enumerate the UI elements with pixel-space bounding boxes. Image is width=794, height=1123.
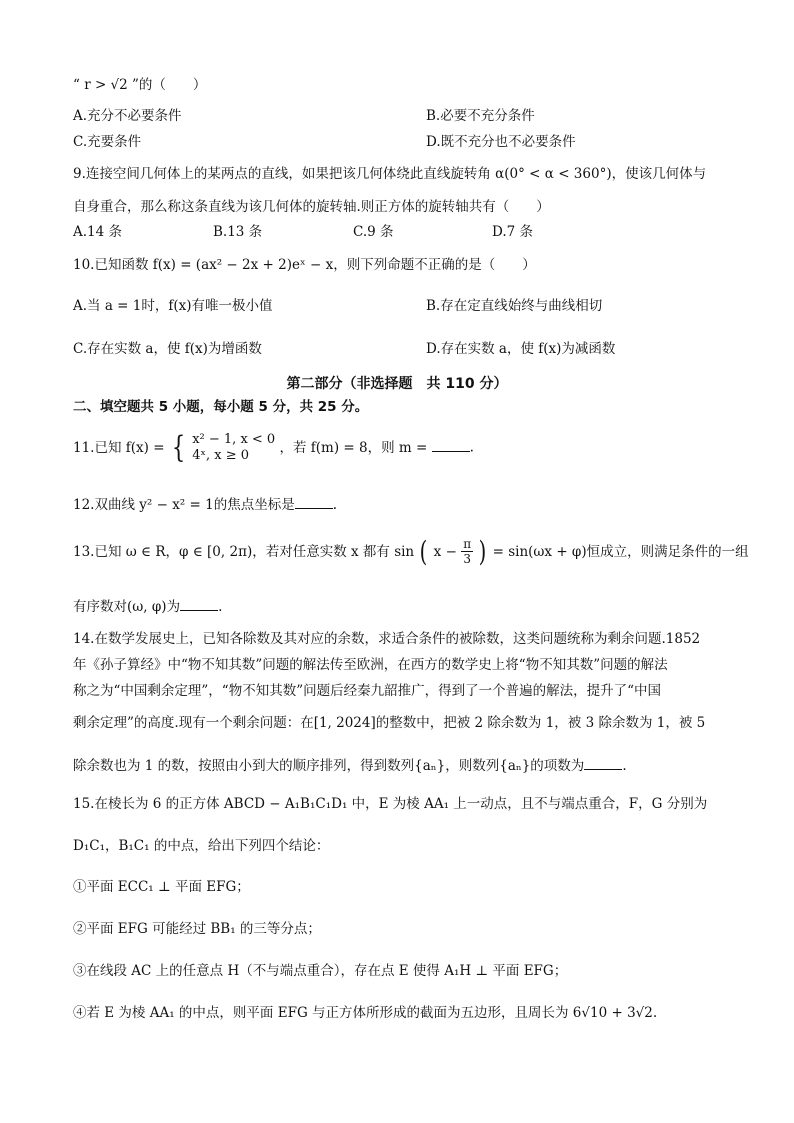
q9-option-a: A.14 条 [73,224,123,240]
q9-stem-line1: 9.连接空间几何体上的某两点的直线，如果把该几何体绕此直线旋转角 α(0° < α < 360°)，使该几何体与 [73,166,707,182]
q9-option-d: D.7 条 [492,224,534,240]
q15-conclusion-4: ④若 E 为棱 AA₁ 的中点，则平面 EFG 与正方体所形成的截面为五边形，且周长为 6√10 + 3√2. [73,1005,658,1021]
q13-fraction-den: 3 [463,552,471,566]
q14-answer-blank [584,755,622,770]
q9-option-c: C.9 条 [353,224,394,240]
q14-line1: 14.在数学发展史上，已知各除数及其对应的余数，求适合条件的被除数，这类问题统称为剩余问题.1852 [73,631,701,647]
q11-prefix: 11.已知 f(x) = [73,440,165,456]
q13-prefix: 13.已知 ω ∈ R，φ ∈ [0, 2π)，若对任意实数 x 都有 sin [73,543,415,560]
q10-options-row1 [73,297,603,315]
q15-conclusion-1: ①平面 ECC₁ ⊥ 平面 EFG； [73,879,250,895]
q11-case2: 4ˣ, x ≥ 0 [192,448,250,463]
q8-option-d: D.既不充分也不必要条件 [426,134,576,150]
q12-answer-blank [295,494,333,509]
q13-stem-line2 [73,596,222,616]
q10-option-c: C.存在实数 a，使 f(x)为增函数 [73,341,262,357]
left-paren-icon: ( [420,534,428,568]
q14-line2: 年《孙子算经》中“物不知其数”问题的解法传至欧洲，在西方的数学史上将“物不知其数”问题的解法 [73,657,668,673]
q13-arg: x − [433,543,457,560]
q10-option-b: B.存在定直线始终与曲线相切 [426,298,603,314]
q15-line1: 15.在棱长为 6 的正方体 ABCD − A₁B₁C₁D₁ 中，E 为棱 AA₁ 上一动点，且不与端点重合，F，G 分别为 [73,796,708,812]
q13-fraction-num: π [463,537,472,551]
q12-stem [73,494,337,514]
q14-line5 [73,755,627,775]
q8-options-row1 [73,107,535,125]
q11-stem [73,432,474,464]
q14-line3: 称之为“中国剩余定理”，“物不知其数”问题后经秦九韶推广，得到了一个普遍的解法，提升了“中国 [73,683,662,699]
q13-stem-line1 [73,534,749,568]
q12-end: . [332,497,337,513]
q11-end: . [469,439,474,456]
q8-options-row2 [73,133,576,151]
q14-end: . [622,758,627,774]
q13-answer-blank [180,596,218,611]
section-fill-in-title: 二、填空题共 5 小题，每小题 5 分，共 25 分。 [73,399,369,415]
q9-stem-line2: 自身重合，那么称这条直线为该几何体的旋转轴.则正方体的旋转轴共有（ ） [73,199,550,215]
q10-option-a: A.当 a = 1时，f(x)有唯一极小值 [73,298,273,314]
q11-piecewise [192,432,275,464]
q13-end: . [218,599,223,615]
q14-line5-text: 除余数也为 1 的数，按照由小到大的顺序排列，得到数列{aₙ}，则数列{aₙ}的项数为 [73,758,585,774]
part2-title: 第二部分（非选择题 共 110 分） [286,376,508,392]
q9-options [73,223,534,241]
q15-conclusion-2: ②平面 EFG 可能经过 BB₁ 的三等分点； [73,921,321,937]
q13-middle: = sin(ωx + φ)恒成立，则满足条件的一组 [492,543,749,560]
q13-fraction [461,537,473,566]
q15-conclusion-3: ③在线段 AC 上的任意点 H（不与端点重合），存在点 E 使得 A₁H ⊥ 平面 EFG； [73,963,568,979]
q10-option-d: D.存在实数 a，使 f(x)为减函数 [426,341,616,357]
q8-option-b: B.必要不充分条件 [426,108,535,124]
q11-answer-blank [432,437,470,452]
q15-line2: D₁C₁，B₁C₁ 的中点，给出下列四个结论： [73,838,330,854]
q14-line4: 剩余定理”的高度.现有一个剩余问题：在[1, 2024]的整数中，把被 2 除余数为 1，被 3 除余数为 1，被 5 [73,715,706,731]
q8-option-a: A.充分不必要条件 [73,108,182,124]
q11-case1: x² − 1, x < 0 [192,432,276,447]
q10-options-row2 [73,340,616,358]
q12-text: 12.双曲线 y² − x² = 1的焦点坐标是 [73,497,295,513]
q11-suffix: ，若 f(m) = 8，则 m = [279,440,428,456]
q10-stem: 10.已知函数 f(x) = (ax² − 2x + 2)eˣ − x，则下列命题不正确的是（ ） [73,257,536,273]
q8-option-c: C.充要条件 [73,134,142,150]
right-paren-icon: ) [479,534,487,568]
q8-condition: “ r > √2 ”的（ ） [73,77,207,93]
q9-option-b: B.13 条 [213,224,263,240]
piecewise-brace-icon: { [171,430,186,465]
q13-line2: 有序数对(ω, φ)为 [73,599,181,615]
